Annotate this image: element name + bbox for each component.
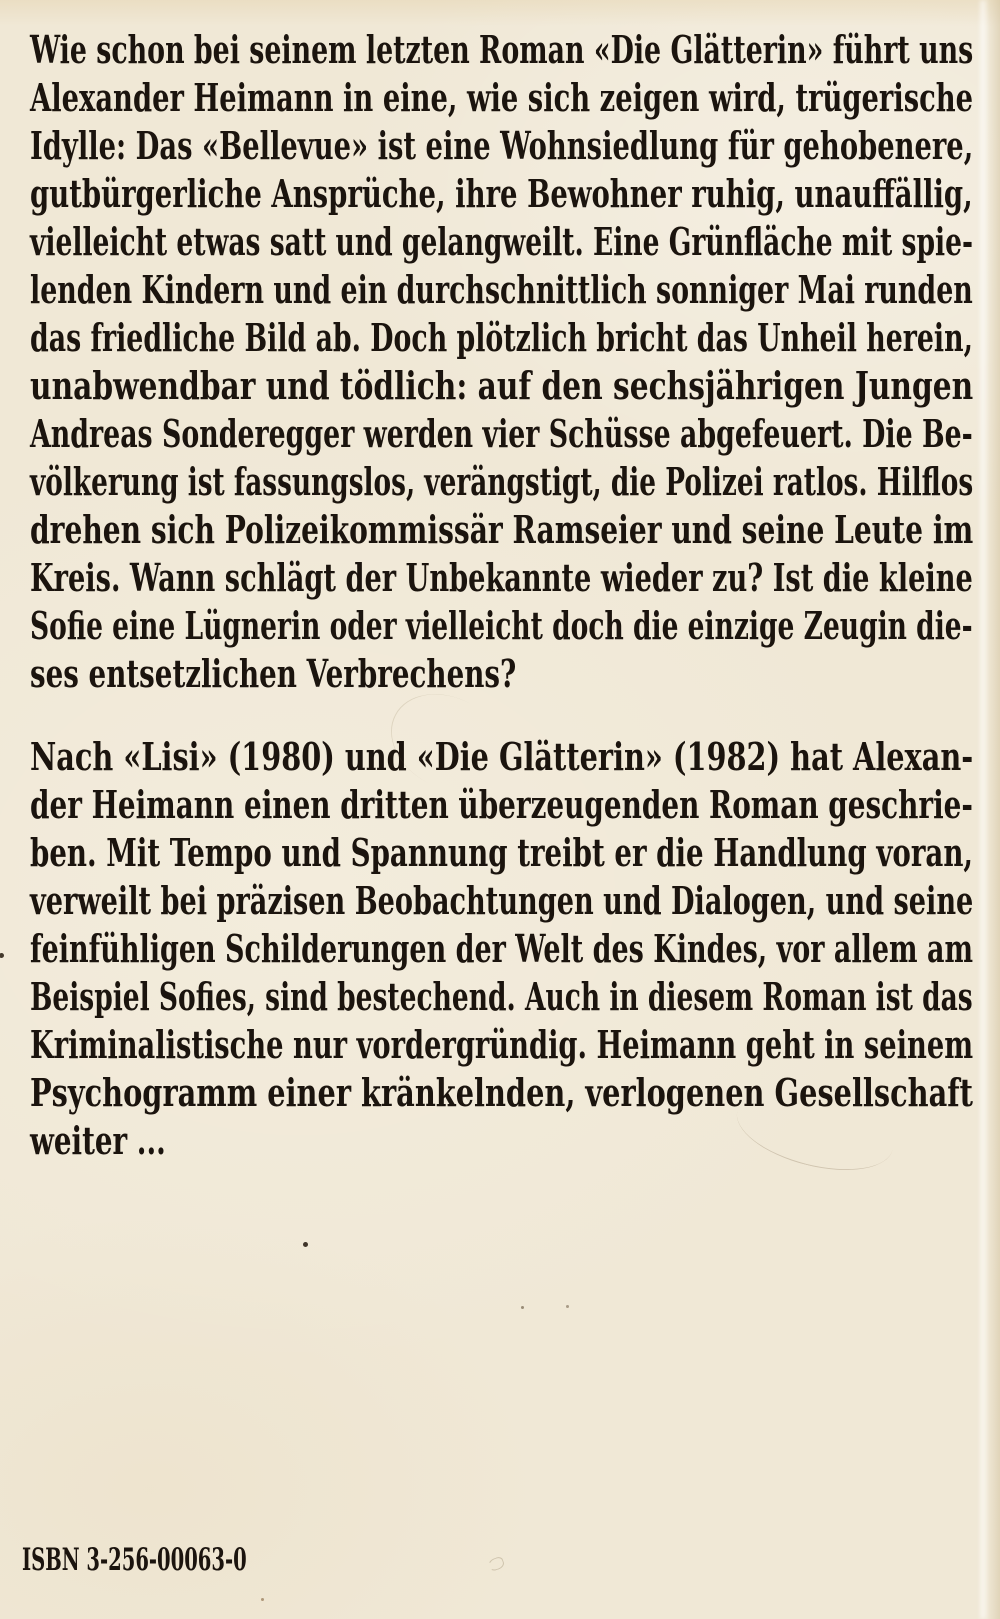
text-line: gutbürgerliche Ansprüche, ihre Bewohner ruhig, unauffällig, [30, 171, 973, 216]
paper-edge-highlight [980, 0, 986, 1619]
text-line: der Heimann einen dritten überzeugenden Roman geschrie- [30, 782, 973, 827]
text-line: Kriminalistische nur vordergründig. Heimann geht in seinem [30, 1022, 974, 1067]
text-line: Kreis. Wann schlägt der Unbekannte wieder zu? Ist die kleine [30, 555, 973, 600]
paper-edge-shading [987, 0, 1000, 1619]
text-line: das friedliche Bild ab. Doch plötzlich bricht das Unheil herein, [30, 315, 973, 360]
text-line: feinfühligen Schilderungen der Welt des Kindes, vor allem am [30, 926, 974, 971]
text-line: Beispiel Sofies, sind bestechend. Auch in diesem Roman ist das [30, 974, 973, 1019]
text-line: Sofie eine Lügnerin oder vielleicht doch die einzige Zeugin die- [30, 603, 973, 648]
isbn-text: ISBN 3-256-00063-0 [22, 1542, 247, 1578]
paper-speck [521, 1306, 524, 1309]
text-line: Psychogramm einer kränkelnden, verlogenen Gesellschaft [30, 1070, 973, 1115]
text-line: lenden Kindern und ein durchschnittlich sonniger Mai runden [30, 267, 973, 312]
paper-speck [566, 1305, 569, 1308]
text-line: drehen sich Polizeikommissär Ramseier und seine Leute im [30, 507, 974, 552]
blurb-text [30, 26, 973, 1165]
paper-speck [261, 1598, 264, 1601]
text-line: vielleicht etwas satt und gelangweilt. Eine Grünfläche mit spie- [30, 219, 973, 264]
text-line: völkerung ist fassungslos, verängstigt, die Polizei ratlos. Hilflos [30, 459, 974, 504]
text-line: verweilt bei präzisen Beobachtungen und Dialogen, und seine [30, 878, 974, 923]
text-line: Wie schon bei seinem letzten Roman «Die Glätterin» führt uns [30, 27, 974, 72]
paper-speck [303, 1242, 308, 1247]
text-line: weiter ... [30, 1118, 166, 1163]
text-line: Nach «Lisi» (1980) und «Die Glätterin» (1982) hat Alexan- [30, 734, 974, 779]
text-line: unabwendbar und tödlich: auf den sechsjährigen Jungen [30, 363, 974, 408]
text-line: ben. Mit Tempo und Spannung treibt er die Handlung voran, [30, 830, 974, 875]
paper-top-tint [0, 0, 1000, 26]
blurb-paragraph-1 [30, 26, 973, 698]
paper-scratch [486, 1556, 505, 1573]
text-line: ses entsetzlichen Verbrechens? [30, 651, 517, 696]
text-line: Andreas Sonderegger werden vier Schüsse abgefeuert. Die Be- [30, 411, 973, 456]
paper-speck [0, 953, 4, 958]
text-line: Alexander Heimann in eine, wie sich zeigen wird, trügerische [30, 75, 974, 120]
text-line: Idylle: Das «Bellevue» ist eine Wohnsiedlung für gehobenere, [30, 123, 974, 168]
